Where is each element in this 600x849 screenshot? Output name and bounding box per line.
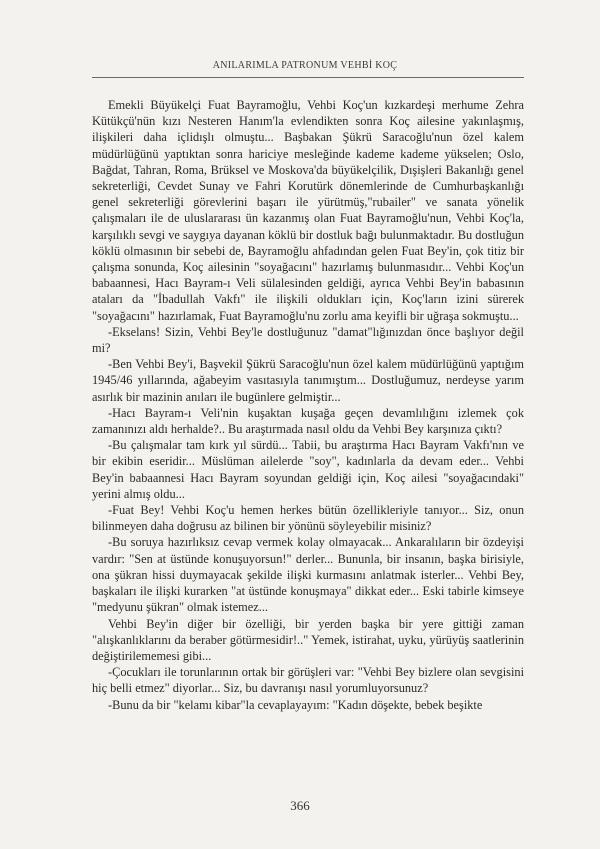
paragraph: Vehbi Bey'in diğer bir özelliği, bir yerden başka bir yere gittiği zaman "alışkanlıklarını da beraber götürmesidir!.." Yemek, istirahat, uyku, yürüyüş saatlerinin değiştirilememesi gibi... <box>92 616 524 663</box>
paragraph: -Çocukları ile torunlarının ortak bir görüşleri var: "Vehbi Bey bizlere olan sevgisini hiç belli etmez" diyorlar... Siz, bu davranışı nasıl yorumluyorsunuz? <box>92 665 524 696</box>
header-rule <box>92 77 524 78</box>
paragraph: Emekli Büyükelçi Fuat Bayramoğlu, Vehbi Koç'un kızkardeşi merhume Zehra Kütükçü'nün kızı Nesteren Hanım'la evlendikten sonra Koç ailesine yakınlaşmış, ilişkileri daha içlidışlı olmuştu... Başbakan Şükrü Saracoğlu'nun özel kalem müdürlüğünü yaptıktan sonra hariciye mesleğinde kademe kademe yükselen; Oslo, Bağdat, Tahran, Roma, Brüksel ve Moskova'da büyükelçilik, Dışişleri Bakanlığı genel sekreterliği, Cevdet Sunay ve Fahri Korutürk dönemlerinde de Cumhurbaşkanlığı genel sekreterliği görevlerini başarı ile yürütmüş,"rubailer" ve sanata yönelik çalışmaları ile de uluslararası ün kazanmış olan Fuat Bayramoğlu'nun, Vehbi Koç'la, karşılıklı sevgi ve saygıya dayanan köklü bir dostluk bağı bulunmaktadır. Bu dostluğun köklü olmasının bir sebebi de, Bayramoğlu ahfadından gelen Fuat Bey'in, çok titiz bir çalışma sonunda, Koç ailesinin "soyağacını" hazırlamış bulunmasıdır... Vehbi Koç'un babaannesi, Hacı Bayram-ı Veli sülalesinden geldiği, ayrıca Vehbi Bey'in babasının ataları da "İbadullah Vakfı" ile ilişkili oldukları için, Koç'ların izini sürerek "soyağacını" hazırlamak, Fuat Bayramoğlu'nu zorlu ama keyifli bir uğraşa sokmuştu... <box>92 98 524 323</box>
paragraph: -Bu çalışmalar tam kırk yıl sürdü... Tabii, bu araştırma Hacı Bayram Vakfı'nın ve bir ekibin eseridir... Müslüman ailelerde "soy", kadınlarla da devam eder... Vehbi Bey'in babaannesi Hacı Bayram soyundan geldiği için, Koç ailesi "soyağacındaki" yerini almış oldu... <box>92 438 524 501</box>
paragraph: -Fuat Bey! Vehbi Koç'u hemen herkes bütün özellikleriyle tanıyor... Siz, onun bilinmeyen daha doğrusu az bilinen bir yönünü söyleyebilir misiniz? <box>92 503 524 534</box>
paragraph: -Bunu da bir "kelamı kibar"la cevaplayayım: "Kadın döşekte, bebek beşikte <box>108 697 483 712</box>
paragraph: -Hacı Bayram-ı Veli'nin kuşaktan kuşağa geçen devamlılığını izlemek çok zamanınızı aldı herhalde?.. Bu araştırmada nasıl oldu da Vehbi Bey karşınıza çıktı? <box>92 405 524 437</box>
paragraph: -Bu soruya hazırlıksız cevap vermek kolay olmayacak... Ankaralıların bir özdeyişi vardır: "Sen at üstünde konuşuyorsun!" derler... Bununla, bir insanın, başka birisiyle, ona şükran hissi duymayacak şekilde ilişki kurmasını anlatmak isterler... Vehbi Bey, başkaları ile ilişki kurarken "at üstünde konuşmaya" dikkat eder... Eski tabirle kimseye "medyunu şükran" olmak istemez... <box>92 535 524 615</box>
page-number: 366 <box>290 798 310 813</box>
paragraph: -Ekselans! Sizin, Vehbi Bey'le dostluğunuz "damat"lığınızdan önce başlıyor değil mi? <box>92 324 524 356</box>
paragraph: -Ben Vehbi Bey'i, Başvekil Şükrü Saracoğlu'nun özel kalem müdürlüğünü yaptığım 1945/46 yıllarında, ağabeyim vasıtasıyla tanımıştım... Dostluğumuz, nerdeyse yarım asırlık bir mazinin anıları ile bugünlere gelmiştir... <box>92 357 524 404</box>
page-body <box>92 97 524 713</box>
running-header: ANILARIMLA PATRONUM VEHBİ KOÇ <box>212 60 398 71</box>
